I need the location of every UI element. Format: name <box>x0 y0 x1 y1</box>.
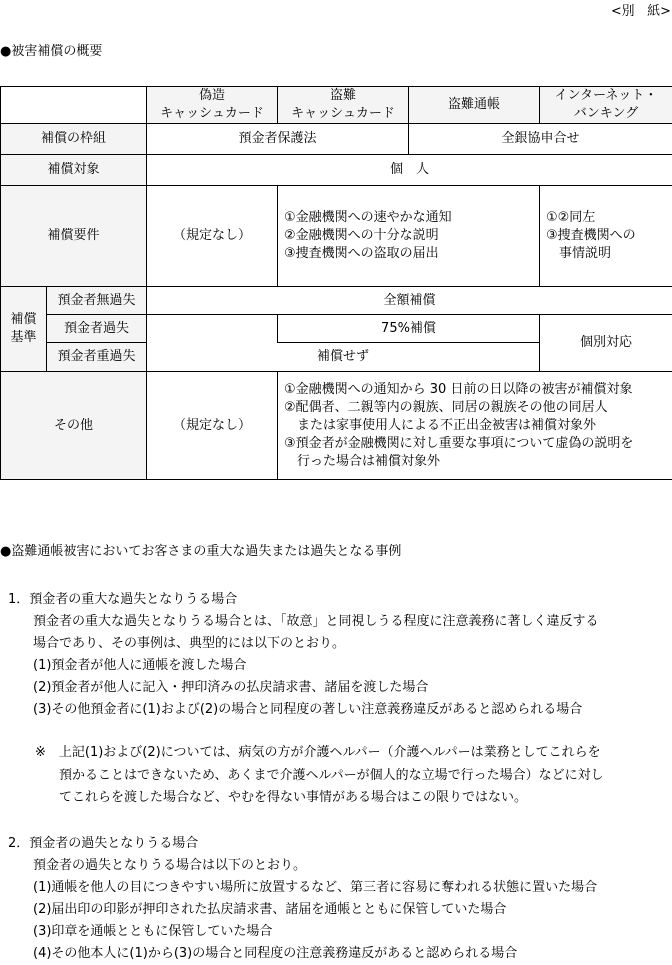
part1-intro-line-1: 預金者の重大な過失となりうる場合とは、「故意」と同視しうる程度に注意義務に著しく違反する <box>33 611 599 633</box>
part2-item-2: (2)届出印の印影が押印された払戻請求書、諸届を通帳とともに保管していた場合 <box>33 899 506 921</box>
other-forged: （規定なし） <box>147 372 278 480</box>
requirements-internet: ①②同左 ③捜査機関への 事情説明 <box>540 186 672 287</box>
criteria-label-fault: 預金者過失 <box>47 315 147 343</box>
row-label-criteria: 補償 基準 <box>1 287 47 372</box>
section-title-fault-cases: ●盗難通帳被害においてお客さまの重大な過失または過失となる事例 <box>0 540 401 559</box>
criteria-fault-forged-empty <box>147 315 278 343</box>
part2-heading: 2．預金者の過失となりうる場合 <box>8 833 198 855</box>
part2-intro: 預金者の過失となりうる場合は以下のとおり。 <box>33 855 306 877</box>
criteria-value-individual: 個別対応 <box>540 315 672 372</box>
framework-depositor-law: 預金者保護法 <box>147 124 409 155</box>
attachment-label: <別 紙> <box>611 0 671 19</box>
table-corner-cell <box>1 87 147 124</box>
part1-intro-line-2: 場合であり、その事例は、典型的には以下のとおり。 <box>33 633 345 655</box>
part1-item-2: (2)預金者が他人に記入・押印済みの払戻請求書、諸届を渡した場合 <box>33 677 428 699</box>
part2-item-4: (4)その他本人に(1)から(3)の場合と同程度の注意義務違反があると認められる場合 <box>33 943 517 965</box>
section-title-compensation-overview: ●被害補償の概要 <box>0 40 102 59</box>
criteria-label-gross-fault: 預金者重過失 <box>47 343 147 372</box>
column-header-stolen-passbook: 盗難通帳 <box>409 87 540 124</box>
framework-bank-agreement: 全銀協申合せ <box>409 124 672 155</box>
row-label-requirements: 補償要件 <box>1 186 147 287</box>
part1-item-3: (3)その他預金者に(1)および(2)の場合と同程度の著しい注意義務違反があると認められる場合 <box>33 699 582 721</box>
target-value: 個 人 <box>147 155 672 186</box>
requirements-forged: （規定なし） <box>147 186 278 287</box>
part1-note-line-1: ※ 上記(1)および(2)については、病気の方が介護ヘルパー（介護ヘルパーは業務としてこれらを <box>35 742 601 764</box>
requirements-stolen: ①金融機関への速やかな通知 ②金融機関への十分な説明 ③捜査機関への盗取の届出 <box>278 186 540 287</box>
column-header-internet-banking: インターネット・ バンキング <box>540 87 672 124</box>
part1-note-line-3: てこれらを渡した場合など、やむを得ない事情がある場合はこの限りではない。 <box>59 787 527 809</box>
criteria-label-no-fault: 預金者無過失 <box>47 287 147 315</box>
column-header-stolen-card: 盗難 キャッシュカード <box>278 87 409 124</box>
row-label-other: その他 <box>1 372 147 480</box>
part2-item-3: (3)印章を通帳とともに保管していた場合 <box>33 921 272 943</box>
criteria-value-fault: 75%補償 <box>278 315 540 343</box>
row-label-target: 補償対象 <box>1 155 147 186</box>
part1-heading: 1．預金者の重大な過失となりうる場合 <box>8 589 237 611</box>
other-notes: ①金融機関への通知から 30 日前の日以降の被害が補償対象 ②配偶者、二親等内の親族、同居の親族その他の同居人 または家事使用人による不正出金被害は補償対象外 ③預金者が金融機関に対し重要な事項について虚偽の説明を 行った場合は補償対象外 <box>278 372 672 480</box>
part1-note-line-2: 預かることはできないため、あくまで介護ヘルパーが個人的な立場で行った場合）などに対し <box>59 765 604 787</box>
compensation-summary-table <box>0 86 672 480</box>
row-label-framework: 補償の枠組 <box>1 124 147 155</box>
column-header-forged-card: 偽造 キャッシュカード <box>147 87 278 124</box>
criteria-value-no-fault: 全額補償 <box>147 287 672 315</box>
part1-item-1: (1)預金者が他人に通帳を渡した場合 <box>33 655 246 677</box>
part2-item-1: (1)通帳を他人の目につきやすい場所に放置するなど、第三者に容易に奪われる状態に置いた場合 <box>33 877 597 899</box>
criteria-value-gross-fault: 補償せず <box>147 343 540 372</box>
